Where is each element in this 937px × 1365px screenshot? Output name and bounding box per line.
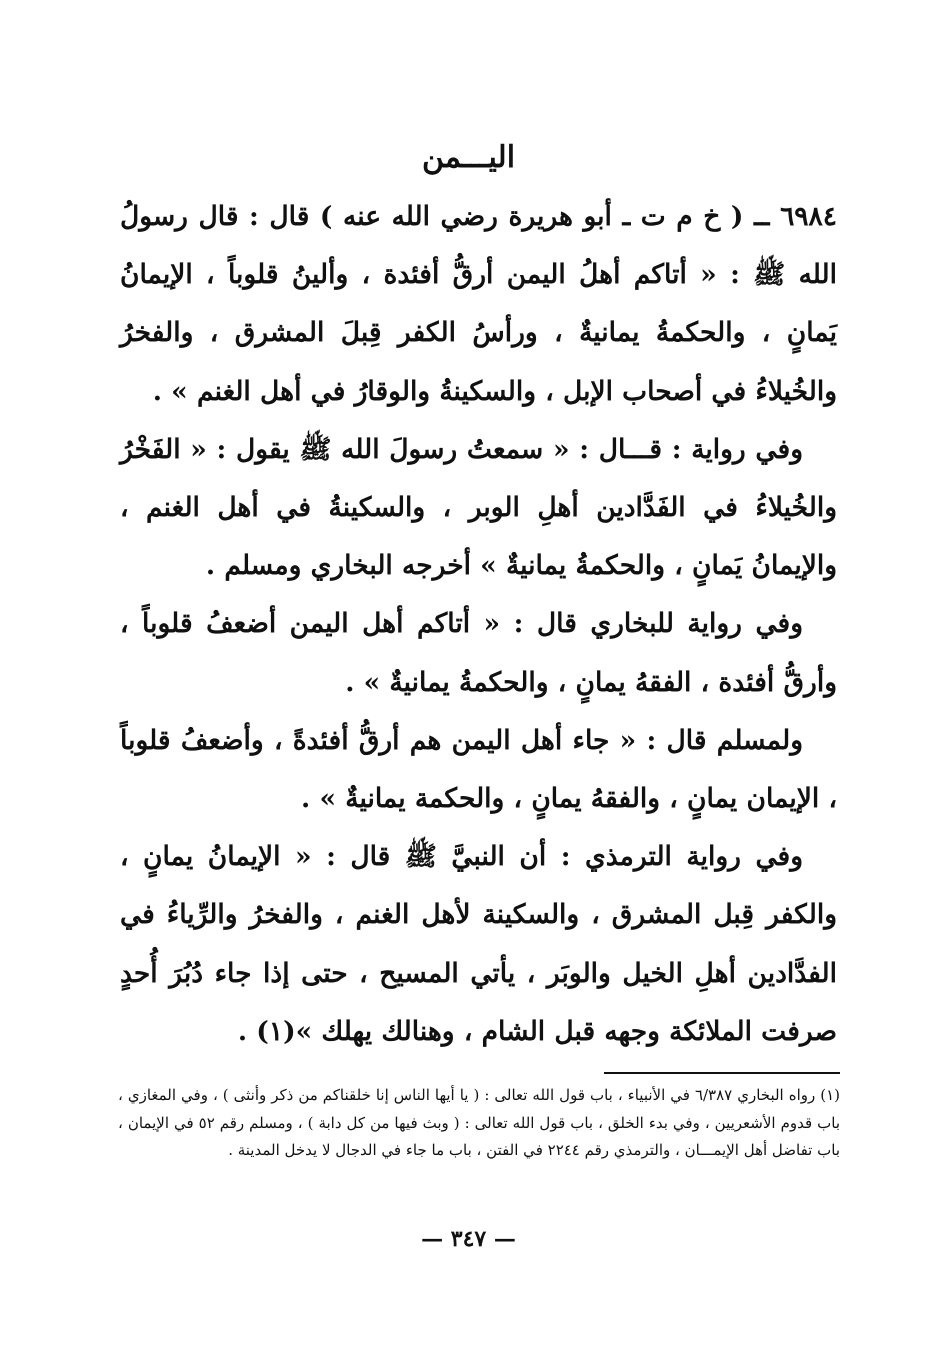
main-text — [120, 188, 837, 1061]
hadith-paragraph-2: وفي رواية : قـــال : « سمعتُ رسولَ الله ﷺ يقول : « الفَخْرُ والخُيلاءُ في الفَدَّادين أهلِ الوبر ، والسكينةُ في أهل الغنم ، والإيمانُ يَمانٍ ، والحكمةُ يمانيةٌ » أخرجه البخاري ومسلم . — [120, 433, 837, 582]
footnotes — [118, 1082, 840, 1165]
hadith-paragraph-5: وفي رواية الترمذي : أن النبيَّ ﷺ قال : « الإيمانُ يمانٍ ، والكفر قِبل المشرق ، والسكينة لأهل الغنم ، والفخرُ والرِّياءُ في الفدَّادين أهلِ الخيل والوبَر ، يأتي المسيح ، حتى إذا جاء دُبُرَ أُحدٍ صرفت الملائكة وجهه قبل الشام ، وهنالك يهلك »(١) . — [120, 841, 837, 1047]
hadith-paragraph-4: ولمسلم قال : « جاء أهل اليمن هم أرقُّ أفئدةً ، وأضعفُ قلوباً ، الإيمان يمانٍ ، والفقهُ يمانٍ ، والحكمة يمانيةٌ » . — [120, 724, 837, 815]
footnote-1: (١) رواه البخاري ٦/٣٨٧ في الأنبياء ، باب قول الله تعالى : ( يا أيها الناس إنا خلقناكم من ذكر وأنثى ) ، وفي المغازي ، باب قدوم الأشعريين ، وفي بدء الخلق ، باب قول الله تعالى : ( وبث فيها من كل دابة ) ، ومسلم رقم ٥٢ في الإيمان ، باب تفاضل أهل الإيمـــان ، والترمذي رقم ٢٢٤٤ في الفتن ، باب ما جاء في الدجال لا يدخل المدينة . — [118, 1086, 841, 1159]
hadith-paragraph-3: وفي رواية للبخاري قال : « أتاكم أهل اليمن أضعفُ قلوباً ، وأرقُّ أفئدة ، الفقهُ يمانٍ ، والحكمةُ يمانيةٌ » . — [120, 608, 837, 698]
footnote-divider — [604, 1072, 840, 1074]
page-number: — ٣٤٧ — — [421, 1226, 516, 1252]
hadith-paragraph-1: ٦٩٨٤ ــ ( خ م ت ـ أبو هريرة رضي الله عنه ) قال : قال رسولُ الله ﷺ : « أتاكم أهلُ اليمن أرقُّ أفئدة ، وألينُ قلوباً ، الإيمانُ يَمانٍ ، والحكمةُ يمانيةٌ ، ورأسُ الكفر قِبلَ المشرق ، والفخرُ والخُيلاءُ في أصحاب الإبل ، والسكينةُ والوقارُ في أهل الغنم » . — [120, 201, 837, 407]
page-title: اليـــمن — [421, 140, 516, 175]
